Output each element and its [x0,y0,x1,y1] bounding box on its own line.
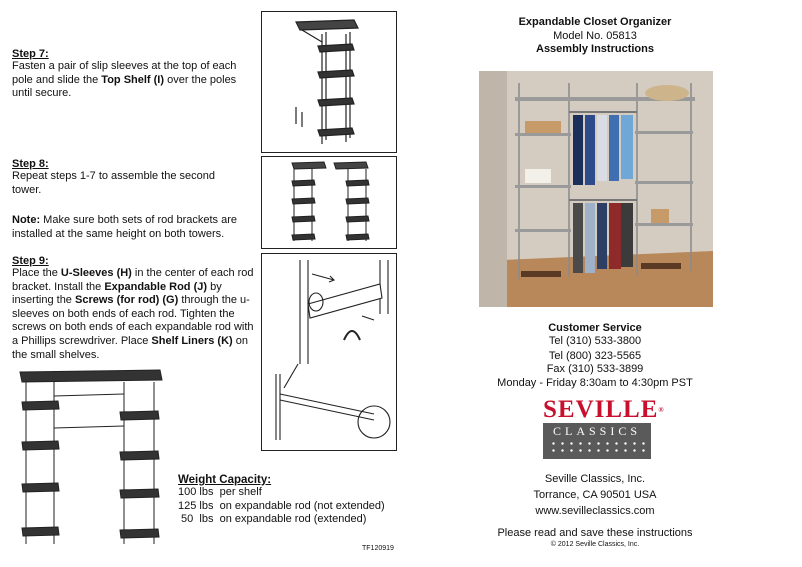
step9-t3: by inserting the [12,280,222,307]
step7-text-a: Fasten a pair of slip sleeves at the top of each pole and slide the [12,60,237,86]
step9-b3: Screws (for rod) (G) [74,294,179,307]
tower-drawing [262,12,396,152]
step8-heading: Step 8: [12,158,49,170]
product-photo [479,71,713,307]
logo-classics-band [543,423,651,459]
model-number: Model No. 05813 [553,29,637,42]
doc-title: Expandable Closet Organizer [518,16,672,28]
step9-text [12,267,256,362]
step9-heading: Step 9: [12,255,49,267]
step7-text-b: over the poles until secure. [12,73,237,100]
rod-bracket-drawing [262,254,396,450]
closet-photo [479,71,713,307]
doc-subtitle: Assembly Instructions [536,42,654,55]
weight-line-3: 50 lbs on expandable rod (extended) [178,513,367,526]
step9-t1: Place the [12,267,61,279]
copyright: © 2012 Seville Classics, Inc. [550,541,640,548]
logo-seville-text [543,396,665,423]
cs-phone-1: Tel (310) 533-3800 [548,335,642,347]
closet-drawing [14,366,164,552]
step7-block [12,48,256,101]
step7-heading: Step 7: [12,48,49,60]
cs-hours: Monday - Friday 8:30am to 4:30pm PST [497,376,693,389]
title-block [478,16,712,56]
step9-b4: Shelf Liners (K) [151,334,233,347]
two-towers-drawing [262,157,396,248]
assembled-closet-figure [14,366,164,552]
logo-dot-pattern [549,440,645,456]
seville-classics-logo [543,396,665,461]
cs-fax: Fax (310) 533-3899 [546,363,644,375]
step7-bold: Top Shelf (I) [101,73,165,86]
step9-t2: in the center of each rod bracket. Install the [12,267,254,293]
weight-heading: Weight Capacity: [178,474,272,486]
company-name: Seville Classics, Inc. [544,473,646,485]
weight-capacity-block [178,474,408,527]
customer-service-block [478,321,712,390]
save-note-block [478,527,712,549]
step7-figure [261,11,397,153]
step8-figure [261,156,397,249]
company-website: www.sevilleclassics.com [535,505,655,517]
step9-figure [261,253,397,451]
weight-line-2: 125 lbs on expandable rod (not extended) [178,499,385,512]
logo-seville-word: SEVILLE [543,396,659,423]
note-label: Note: [12,214,41,226]
logo-classics-text: CLASSICS [552,424,642,438]
step9-t4: through the u-sleeves on both ends of each rod. Tighten the screws on both ends of each expandable rod with a Phillips screwdriver. Place [12,294,254,347]
doc-code: TF120919 [362,545,394,552]
save-note: Please read and save these instructions [497,527,693,539]
step7-text [12,60,256,101]
company-block [478,471,712,519]
cs-phone-2: Tel (800) 323-5565 [548,349,642,362]
note-text: Make sure both sets of rod brackets are installed at the same height on both towers. [12,214,237,240]
company-address: Torrance, CA 90501 USA [533,489,657,501]
cs-heading: Customer Service [548,322,642,334]
weight-line-1: 100 lbs per shelf [178,486,262,498]
step9-t5: on the small shelves. [12,334,248,361]
step9-b1: U-Sleeves (H) [60,267,132,279]
note-block [12,214,252,241]
step8-block [12,158,252,197]
step8-text: Repeat steps 1-7 to assemble the second tower. [12,170,216,196]
logo-registered-mark: ® [658,406,665,414]
step9-block [12,255,256,362]
step9-b2: Expandable Rod (J) [104,280,208,293]
